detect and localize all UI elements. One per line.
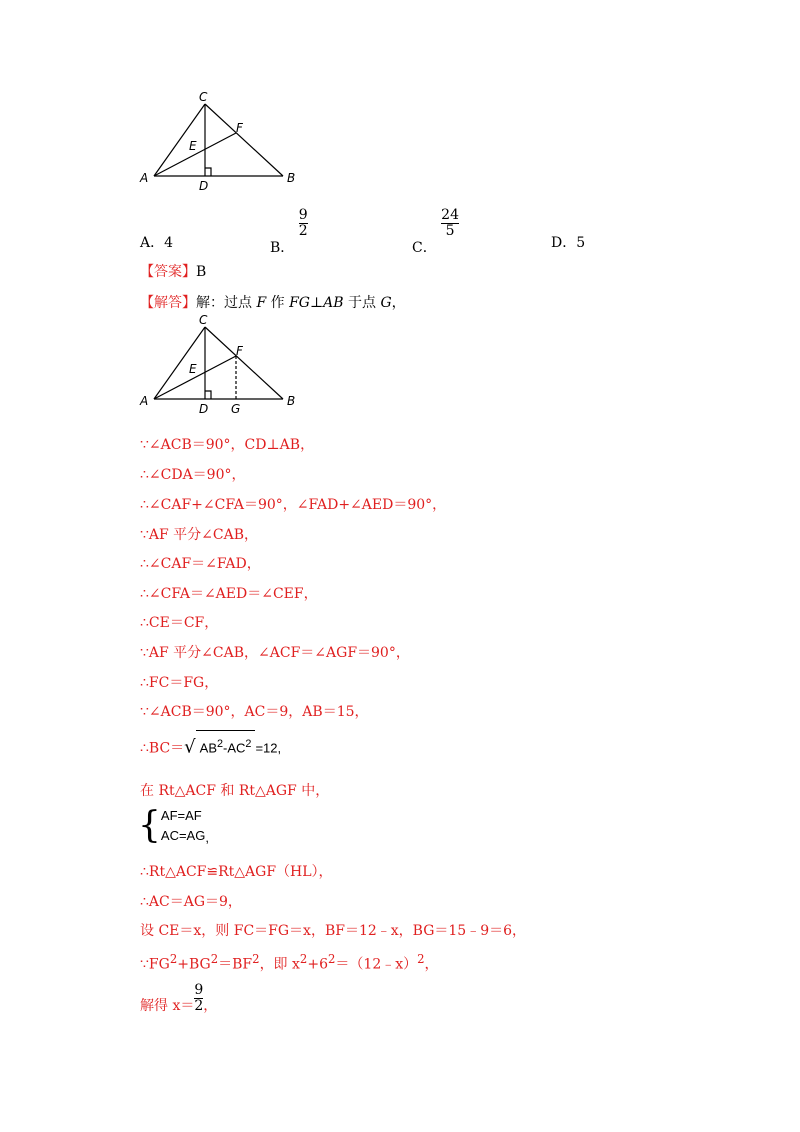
exp-ac: 2 (245, 738, 252, 750)
intro-point-g: G (380, 295, 392, 311)
option-b-fraction (299, 208, 308, 239)
solution-tag: 【解答】 (140, 295, 196, 311)
eq-sup: 2 (169, 952, 178, 966)
step-line: ∴∠CFA＝∠AED＝∠CEF， (140, 586, 318, 602)
label-F: F (236, 121, 243, 135)
option-c-denominator: 5 (445, 223, 455, 239)
answer-line (140, 263, 206, 281)
eq-sup: 2 (417, 952, 425, 966)
option-b (270, 207, 308, 256)
step-line: ∴∠CDA＝90°， (140, 467, 246, 483)
option-c (412, 207, 459, 256)
segment-CB (205, 327, 283, 399)
step-line: ∵∠ACB＝90°，CD⊥AB， (140, 437, 315, 453)
label-C: C (199, 90, 208, 104)
final-denominator: 2 (194, 997, 204, 1014)
answer-tag: 【答案】 (140, 264, 196, 280)
step-line: 设 CE＝x，则 FC＝FG＝x，BF＝12﹣x，BG＝15﹣9＝6， (140, 923, 527, 939)
bc-result: =12, (255, 740, 282, 756)
label-D: D (199, 402, 209, 416)
step-line: ∴CE＝CF， (140, 615, 219, 631)
step-line: ∴∠CAF＝∠FAD， (140, 556, 261, 572)
label-D: D (199, 179, 209, 193)
final-prefix: 解得 x＝ (140, 998, 195, 1014)
eq-part: ＝BF (218, 956, 253, 973)
label-E: E (189, 362, 197, 376)
eq-part: ∵FG (140, 956, 170, 973)
label-C: C (199, 313, 208, 327)
system-row-1: AF=AF (160, 808, 202, 823)
eq-sup: 2 (252, 952, 260, 966)
option-c-numerator: 24 (441, 207, 459, 223)
radicand-ac: -AC (223, 740, 246, 756)
bc-line (140, 730, 281, 761)
label-G: G (231, 402, 241, 416)
intro-text: 于点 (343, 295, 381, 311)
triangle-figure-2 (135, 313, 310, 418)
answer-value: B (196, 264, 207, 280)
system-end: , (205, 829, 209, 845)
intro-point-f: F (256, 295, 267, 311)
option-c-fraction (441, 208, 459, 239)
step-line: ∴AC＝AG＝9， (140, 894, 242, 910)
eq-sup: 2 (327, 952, 336, 966)
final-fraction (194, 983, 203, 1014)
eq-part: ， (424, 956, 439, 973)
solution-intro (140, 294, 406, 312)
intro-perp: ⊥ (309, 295, 324, 311)
option-b-label: B． (270, 239, 295, 256)
equation-system (138, 806, 209, 846)
right-angle-mark (205, 391, 211, 399)
bc-prefix: ∴BC＝ (140, 740, 185, 757)
final-end: ， (203, 998, 218, 1014)
intro-segment-fg: FG (289, 295, 310, 311)
step-line: ∴FC＝FG， (140, 675, 219, 691)
option-a (140, 232, 173, 252)
sqrt-radicand (196, 730, 256, 761)
eq-part: +6 (307, 956, 328, 973)
label-A: A (140, 394, 149, 408)
sqrt-sign: √ (184, 736, 196, 758)
option-a-label: A． (140, 235, 165, 251)
segment-CB (205, 104, 283, 176)
intro-text: 解：过点 (196, 295, 257, 311)
eq-part: +BG (177, 956, 211, 973)
exp-ab: 2 (217, 738, 224, 750)
option-d-value: 5 (576, 235, 586, 251)
brace-icon: { (138, 805, 161, 846)
eq-part: ，即 x (259, 956, 300, 973)
option-b-denominator: 2 (298, 223, 308, 239)
option-c-label: C． (412, 239, 437, 256)
segment-AC (154, 104, 205, 176)
label-A: A (140, 171, 149, 185)
step-line: ∴∠CAF+∠CFA＝90°，∠FAD+∠AED＝90°， (140, 497, 447, 513)
eq-sup: 2 (299, 952, 308, 966)
radicand-ab: AB (199, 740, 217, 756)
intro-text: 作 (266, 295, 290, 311)
final-line (140, 978, 217, 1018)
triangle-figure-1 (135, 90, 310, 195)
label-B: B (287, 171, 296, 185)
option-a-value: 4 (164, 235, 174, 251)
pythagoras-line (140, 950, 439, 974)
segment-AC (154, 327, 205, 399)
eq-sup: 2 (210, 952, 219, 966)
option-d-label: D． (551, 235, 577, 251)
step-line: ∵AF 平分∠CAB， (140, 527, 259, 543)
step-line: ∵AF 平分∠CAB，∠ACF＝∠AGF＝90°， (140, 645, 410, 661)
system-row-2: AC=AG (160, 828, 206, 843)
option-b-numerator: 9 (298, 207, 308, 223)
label-F: F (236, 344, 243, 358)
intro-segment-ab: AB (323, 295, 344, 311)
intro-text: ， (391, 295, 406, 311)
step-line: ∴Rt△ACF≌Rt△AGF（HL）， (140, 864, 333, 880)
eq-part: ＝（12﹣x） (335, 956, 418, 973)
label-B: B (287, 394, 296, 408)
rt-line: 在 Rt△ACF 和 Rt△AGF 中， (140, 783, 330, 799)
right-angle-mark (205, 168, 211, 176)
label-E: E (189, 139, 197, 153)
final-numerator: 9 (194, 981, 204, 998)
option-d (551, 232, 585, 252)
step-line: ∵∠ACB＝90°，AC＝9，AB＝15， (140, 704, 369, 720)
